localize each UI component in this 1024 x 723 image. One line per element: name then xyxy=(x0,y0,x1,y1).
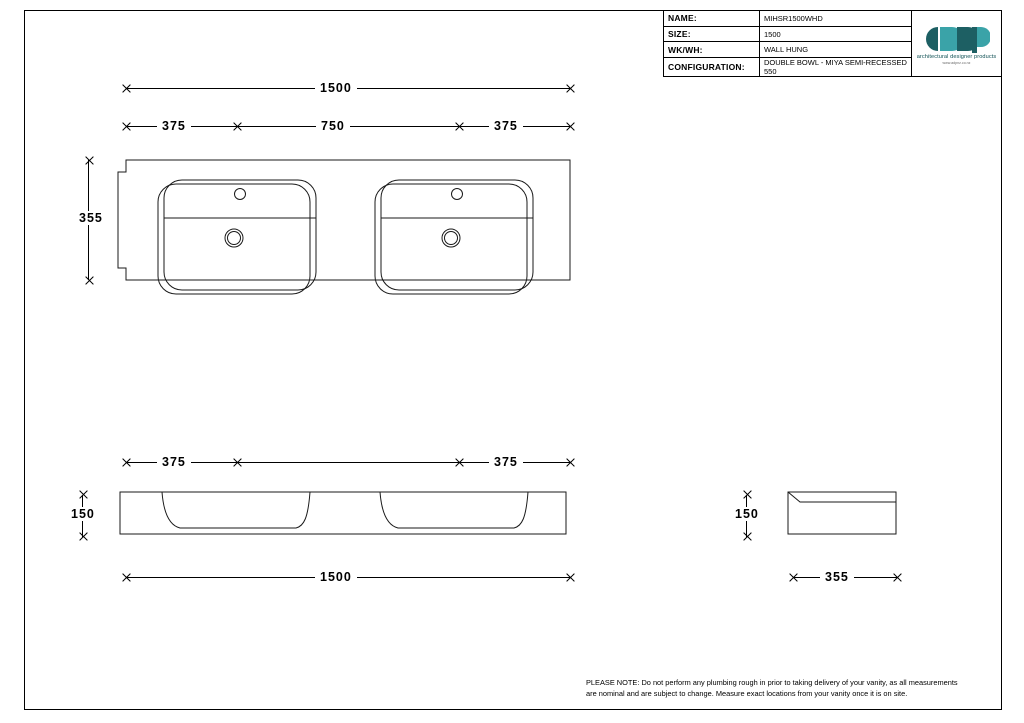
label-name: NAME: xyxy=(668,13,697,24)
sheet-border xyxy=(24,10,1002,710)
label-configuration: CONFIGURATION: xyxy=(668,62,745,73)
footer-note xyxy=(586,678,986,699)
value-name: MIHSR1500WHD xyxy=(759,11,911,26)
title-block-fields xyxy=(664,11,911,76)
front-height-label: 150 xyxy=(66,507,100,521)
title-block-row-wkwh xyxy=(664,42,911,58)
side-height-label: 150 xyxy=(730,507,764,521)
value-size: 1500 xyxy=(759,27,911,42)
title-block xyxy=(663,11,1001,77)
front-chain-label-right: 375 xyxy=(489,455,523,469)
title-block-row-configuration xyxy=(664,58,911,76)
plan-chain-label-left: 375 xyxy=(157,119,191,133)
plan-chain-label-right: 375 xyxy=(489,119,523,133)
logo-mark-icon xyxy=(924,25,990,53)
title-block-row-name xyxy=(664,11,911,27)
plan-depth-label: 355 xyxy=(74,211,108,225)
front-chain-label-left: 375 xyxy=(157,455,191,469)
value-configuration: DOUBLE BOWL - MIYA SEMI-RECESSED 550 xyxy=(759,58,911,76)
plan-overall-width-label: 1500 xyxy=(315,81,357,95)
plan-chain-label-center: 750 xyxy=(316,119,350,133)
value-wkwh: WALL HUNG xyxy=(759,42,911,57)
footer-note-line-2: are nominal and are subject to change. Measure exact locations from your vanity once it is on site. xyxy=(586,688,908,698)
title-block-row-size xyxy=(664,27,911,43)
label-size: SIZE: xyxy=(668,29,691,39)
front-overall-width-label: 1500 xyxy=(315,570,357,584)
company-logo xyxy=(911,11,1001,76)
footer-note-line-1: PLEASE NOTE: Do not perform any plumbing rough in prior to taking delivery of your vanity, as all measurements xyxy=(586,678,958,687)
logo-website-url: www.adpnz.co.nz xyxy=(942,60,971,65)
label-wkwh: WK/WH: xyxy=(668,44,703,55)
side-depth-label: 355 xyxy=(820,570,854,584)
logo-company-name: architectural designer products xyxy=(916,53,997,60)
